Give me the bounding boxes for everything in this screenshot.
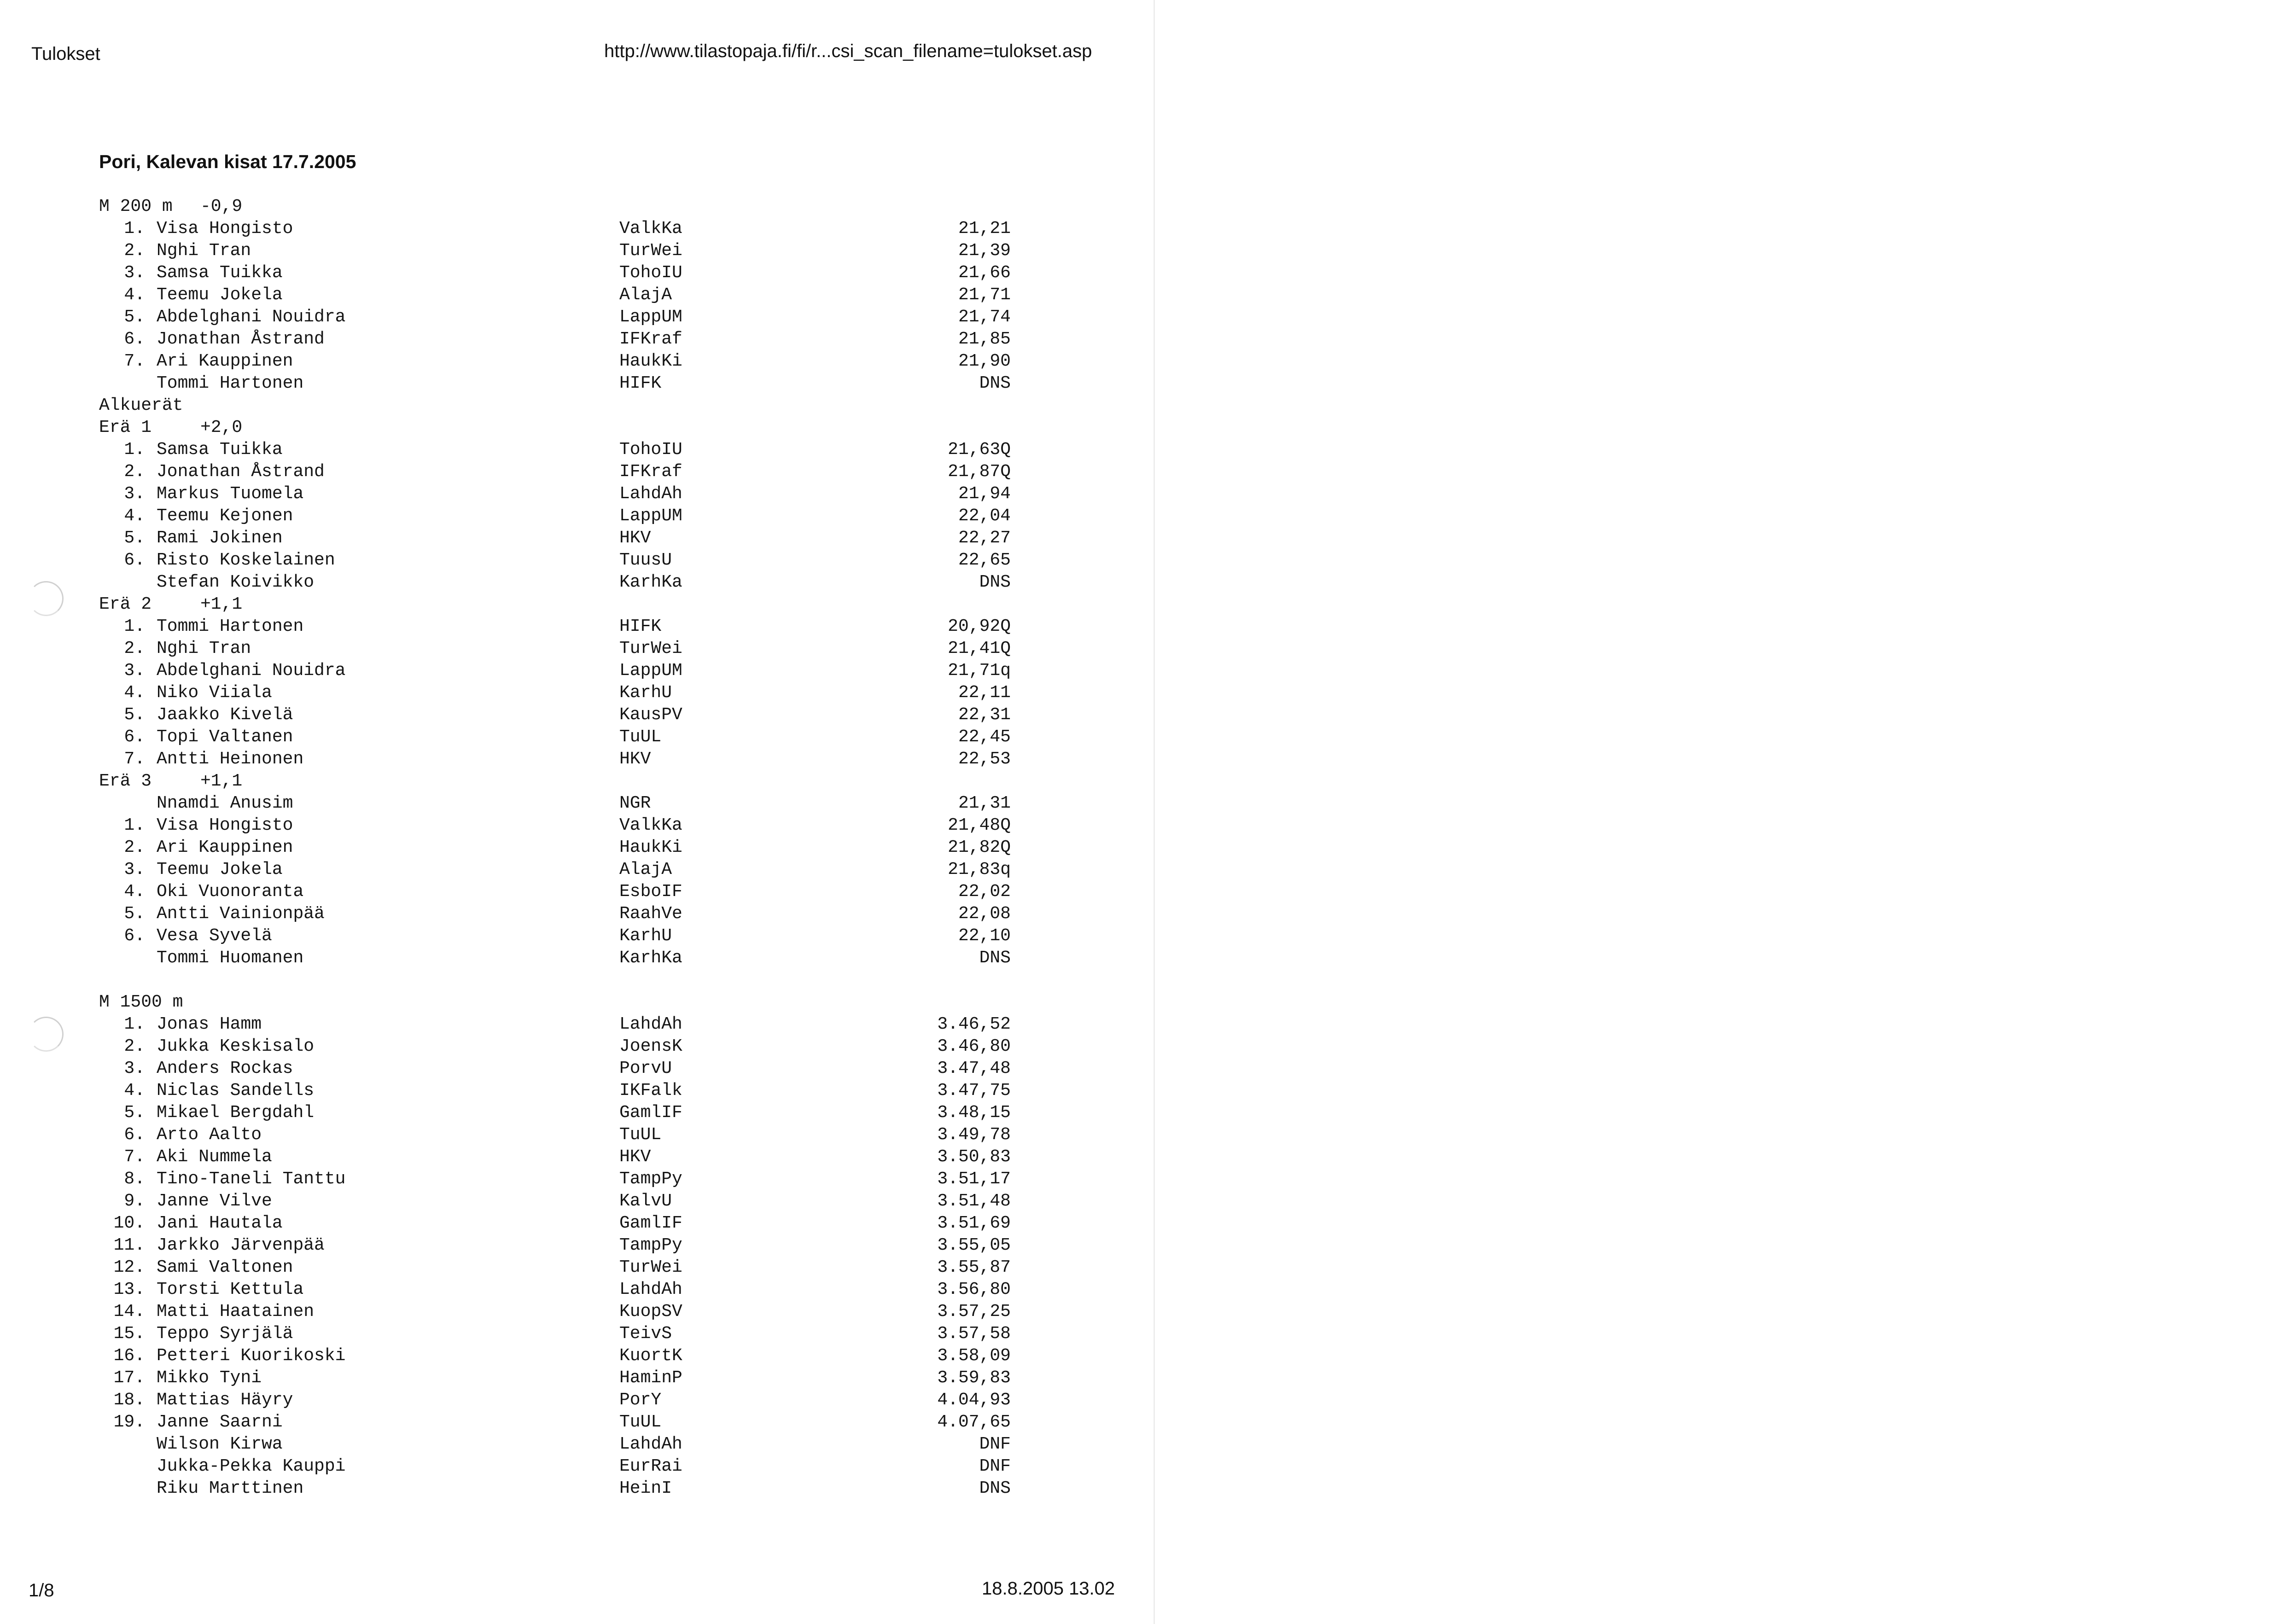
athlete-name: Mattias Häyry bbox=[157, 1390, 293, 1410]
club-code: HKV bbox=[619, 749, 651, 769]
athlete-name: Nghi Tran bbox=[157, 639, 251, 658]
result-place: 7. bbox=[124, 749, 145, 769]
result-mark: 3.57,25 bbox=[937, 1302, 1011, 1321]
athlete-name: Jonas Hamm bbox=[157, 1014, 262, 1034]
page-header-url: http://www.tilastopaja.fi/fi/r...csi_scan_filename=tulokset.asp bbox=[604, 41, 1092, 61]
athlete-name: Tommi Hartonen bbox=[157, 617, 304, 636]
result-place: 15. bbox=[113, 1324, 145, 1344]
athlete-name: Teemu Jokela bbox=[157, 285, 283, 305]
athlete-name: Jonathan Åstrand bbox=[157, 462, 325, 482]
club-code: LappUM bbox=[619, 661, 682, 681]
result-place: 4. bbox=[124, 683, 145, 703]
athlete-name: Jonathan Åstrand bbox=[157, 329, 325, 349]
athlete-name: Visa Hongisto bbox=[157, 219, 293, 239]
result-mark: 21,94 bbox=[958, 484, 1011, 504]
athlete-name: Jani Hautala bbox=[157, 1213, 283, 1233]
club-code: HaminP bbox=[619, 1368, 682, 1388]
athlete-name: Abdelghani Nouidra bbox=[157, 661, 346, 681]
result-mark: 3.47,48 bbox=[937, 1059, 1011, 1078]
athlete-name: Niclas Sandells bbox=[157, 1081, 315, 1100]
event-label: M 200 m bbox=[99, 197, 173, 216]
result-mark: 22,53 bbox=[958, 749, 1011, 769]
club-code: GamlIF bbox=[619, 1213, 682, 1233]
athlete-name: Markus Tuomela bbox=[157, 484, 304, 504]
athlete-name: Nghi Tran bbox=[157, 241, 251, 261]
result-mark: DNS bbox=[979, 572, 1011, 592]
athlete-name: Abdelghani Nouidra bbox=[157, 307, 346, 327]
result-place: 6. bbox=[124, 1125, 145, 1145]
result-mark: 3.46,80 bbox=[937, 1036, 1011, 1056]
result-place: 4. bbox=[124, 506, 145, 526]
result-mark: 3.59,83 bbox=[937, 1368, 1011, 1388]
club-code: KarhKa bbox=[619, 572, 682, 592]
result-mark: 22,27 bbox=[958, 528, 1011, 548]
result-mark: 3.56,80 bbox=[937, 1280, 1011, 1299]
club-code: TampPy bbox=[619, 1235, 682, 1255]
athlete-name: Antti Heinonen bbox=[157, 749, 304, 769]
club-code: KalvU bbox=[619, 1191, 672, 1211]
athlete-name: Stefan Koivikko bbox=[157, 572, 315, 592]
result-place: 2. bbox=[124, 639, 145, 658]
club-code: IKFalk bbox=[619, 1081, 682, 1100]
athlete-name: Riku Marttinen bbox=[157, 1478, 304, 1498]
result-mark: 21,85 bbox=[958, 329, 1011, 349]
club-code: TohoIU bbox=[619, 440, 682, 460]
club-code: TuUL bbox=[619, 727, 662, 747]
result-mark: 3.47,75 bbox=[937, 1081, 1011, 1100]
event-wind: -0,9 bbox=[200, 197, 243, 216]
page-header-title: Tulokset bbox=[31, 44, 100, 64]
result-place: 4. bbox=[124, 1081, 145, 1100]
result-place: 2. bbox=[124, 462, 145, 482]
result-mark: 22,02 bbox=[958, 882, 1011, 902]
result-mark: 21,21 bbox=[958, 219, 1011, 239]
result-mark: DNS bbox=[979, 948, 1011, 968]
event-wind: +1,1 bbox=[200, 771, 243, 791]
event-label: Erä 2 bbox=[99, 594, 152, 614]
result-mark: DNF bbox=[979, 1456, 1011, 1476]
result-mark: 4.07,65 bbox=[937, 1412, 1011, 1432]
result-mark: DNS bbox=[979, 373, 1011, 393]
athlete-name: Anders Rockas bbox=[157, 1059, 293, 1078]
athlete-name: Vesa Syvelä bbox=[157, 926, 272, 946]
club-code: JoensK bbox=[619, 1036, 682, 1056]
athlete-name: Visa Hongisto bbox=[157, 815, 293, 835]
result-place: 1. bbox=[124, 440, 145, 460]
result-mark: 3.51,48 bbox=[937, 1191, 1011, 1211]
club-code: KarhU bbox=[619, 926, 672, 946]
athlete-name: Samsa Tuikka bbox=[157, 440, 283, 460]
result-place: 12. bbox=[113, 1257, 145, 1277]
club-code: TuUL bbox=[619, 1412, 662, 1432]
result-mark: 3.46,52 bbox=[937, 1014, 1011, 1034]
club-code: ValkKa bbox=[619, 815, 682, 835]
athlete-name: Wilson Kirwa bbox=[157, 1434, 283, 1454]
athlete-name: Sami Valtonen bbox=[157, 1257, 293, 1277]
athlete-name: Niko Viiala bbox=[157, 683, 272, 703]
result-place: 4. bbox=[124, 882, 145, 902]
result-mark: 21,83q bbox=[948, 860, 1011, 879]
punch-hole-mark bbox=[29, 1017, 64, 1052]
result-place: 5. bbox=[124, 705, 145, 725]
result-place: 7. bbox=[124, 351, 145, 371]
club-code: KuopSV bbox=[619, 1302, 682, 1321]
club-code: IFKraf bbox=[619, 329, 682, 349]
result-mark: 3.55,87 bbox=[937, 1257, 1011, 1277]
result-place: 2. bbox=[124, 241, 145, 261]
athlete-name: Tino-Taneli Tanttu bbox=[157, 1169, 346, 1189]
athlete-name: Teemu Jokela bbox=[157, 860, 283, 879]
result-mark: 21,63Q bbox=[948, 440, 1011, 460]
event-label: Erä 1 bbox=[99, 418, 152, 437]
club-code: HKV bbox=[619, 1147, 651, 1167]
athlete-name: Torsti Kettula bbox=[157, 1280, 304, 1299]
athlete-name: Risto Koskelainen bbox=[157, 550, 335, 570]
result-mark: 22,65 bbox=[958, 550, 1011, 570]
result-place: 7. bbox=[124, 1147, 145, 1167]
result-place: 16. bbox=[113, 1346, 145, 1366]
athlete-name: Samsa Tuikka bbox=[157, 263, 283, 283]
athlete-name: Oki Vuonoranta bbox=[157, 882, 304, 902]
result-place: 5. bbox=[124, 904, 145, 924]
result-place: 3. bbox=[124, 1059, 145, 1078]
club-code: RaahVe bbox=[619, 904, 682, 924]
result-place: 3. bbox=[124, 661, 145, 681]
result-place: 5. bbox=[124, 307, 145, 327]
club-code: TampPy bbox=[619, 1169, 682, 1189]
result-mark: 21,90 bbox=[958, 351, 1011, 371]
result-place: 1. bbox=[124, 219, 145, 239]
result-place: 17. bbox=[113, 1368, 145, 1388]
result-place: 2. bbox=[124, 838, 145, 857]
result-mark: 3.58,09 bbox=[937, 1346, 1011, 1366]
club-code: HKV bbox=[619, 528, 651, 548]
athlete-name: Jukka Keskisalo bbox=[157, 1036, 315, 1056]
result-place: 5. bbox=[124, 1103, 145, 1123]
club-code: HaukKi bbox=[619, 838, 682, 857]
club-code: TurWei bbox=[619, 1257, 682, 1277]
club-code: TurWei bbox=[619, 241, 682, 261]
club-code: LappUM bbox=[619, 506, 682, 526]
result-mark: 3.55,05 bbox=[937, 1235, 1011, 1255]
result-mark: 21,71q bbox=[948, 661, 1011, 681]
club-code: LahdAh bbox=[619, 1434, 682, 1454]
athlete-name: Rami Jokinen bbox=[157, 528, 283, 548]
athlete-name: Nnamdi Anusim bbox=[157, 793, 293, 813]
result-place: 4. bbox=[124, 285, 145, 305]
result-place: 19. bbox=[113, 1412, 145, 1432]
result-place: 13. bbox=[113, 1280, 145, 1299]
result-place: 6. bbox=[124, 727, 145, 747]
club-code: LahdAh bbox=[619, 484, 682, 504]
result-mark: 3.48,15 bbox=[937, 1103, 1011, 1123]
athlete-name: Jaakko Kivelä bbox=[157, 705, 293, 725]
club-code: HaukKi bbox=[619, 351, 682, 371]
result-mark: 3.51,17 bbox=[937, 1169, 1011, 1189]
club-code: EsboIF bbox=[619, 882, 682, 902]
athlete-name: Teemu Kejonen bbox=[157, 506, 293, 526]
club-code: ValkKa bbox=[619, 219, 682, 239]
punch-hole-mark bbox=[29, 581, 64, 616]
athlete-name: Jarkko Järvenpää bbox=[157, 1235, 325, 1255]
athlete-name: Teppo Syrjälä bbox=[157, 1324, 293, 1344]
result-mark: 21,39 bbox=[958, 241, 1011, 261]
result-mark: 22,11 bbox=[958, 683, 1011, 703]
meet-title: Pori, Kalevan kisat 17.7.2005 bbox=[99, 151, 356, 172]
result-mark: 3.51,69 bbox=[937, 1213, 1011, 1233]
result-mark: 3.57,58 bbox=[937, 1324, 1011, 1344]
athlete-name: Antti Vainionpää bbox=[157, 904, 325, 924]
result-place: 18. bbox=[113, 1390, 145, 1410]
result-place: 9. bbox=[124, 1191, 145, 1211]
result-place: 3. bbox=[124, 263, 145, 283]
club-code: IFKraf bbox=[619, 462, 682, 482]
club-code: PorY bbox=[619, 1390, 662, 1410]
club-code: NGR bbox=[619, 793, 651, 813]
page-number: 1/8 bbox=[29, 1580, 54, 1601]
event-label: Alkuerät bbox=[99, 396, 183, 415]
result-mark: 22,04 bbox=[958, 506, 1011, 526]
athlete-name: Aki Nummela bbox=[157, 1147, 272, 1167]
club-code: AlajA bbox=[619, 285, 672, 305]
result-place: 3. bbox=[124, 484, 145, 504]
result-place: 1. bbox=[124, 1014, 145, 1034]
event-label: M 1500 m bbox=[99, 992, 183, 1012]
athlete-name: Mikko Tyni bbox=[157, 1368, 262, 1388]
blank-facing-page bbox=[1155, 0, 2290, 1624]
club-code: TuusU bbox=[619, 550, 672, 570]
club-code: KarhU bbox=[619, 683, 672, 703]
result-place: 10. bbox=[113, 1213, 145, 1233]
result-place: 11. bbox=[113, 1235, 145, 1255]
club-code: HIFK bbox=[619, 617, 662, 636]
result-mark: 22,31 bbox=[958, 705, 1011, 725]
athlete-name: Petteri Kuorikoski bbox=[157, 1346, 346, 1366]
result-mark: 21,82Q bbox=[948, 838, 1011, 857]
result-mark: 22,10 bbox=[958, 926, 1011, 946]
athlete-name: Jukka-Pekka Kauppi bbox=[157, 1456, 346, 1476]
result-mark: 3.50,83 bbox=[937, 1147, 1011, 1167]
athlete-name: Tommi Huomanen bbox=[157, 948, 304, 968]
club-code: KausPV bbox=[619, 705, 682, 725]
result-mark: DNS bbox=[979, 1478, 1011, 1498]
event-label: Erä 3 bbox=[99, 771, 152, 791]
event-wind: +2,0 bbox=[200, 418, 243, 437]
club-code: LappUM bbox=[619, 307, 682, 327]
result-mark: 21,31 bbox=[958, 793, 1011, 813]
result-mark: 22,08 bbox=[958, 904, 1011, 924]
result-mark: 21,48Q bbox=[948, 815, 1011, 835]
result-mark: 3.49,78 bbox=[937, 1125, 1011, 1145]
result-mark: 21,66 bbox=[958, 263, 1011, 283]
club-code: AlajA bbox=[619, 860, 672, 879]
athlete-name: Janne Vilve bbox=[157, 1191, 272, 1211]
club-code: GamlIF bbox=[619, 1103, 682, 1123]
club-code: HeinI bbox=[619, 1478, 672, 1498]
result-place: 3. bbox=[124, 860, 145, 879]
result-mark: 20,92Q bbox=[948, 617, 1011, 636]
athlete-name: Topi Valtanen bbox=[157, 727, 293, 747]
athlete-name: Mikael Bergdahl bbox=[157, 1103, 315, 1123]
result-place: 1. bbox=[124, 617, 145, 636]
event-wind: +1,1 bbox=[200, 594, 243, 614]
result-place: 1. bbox=[124, 815, 145, 835]
result-mark: 22,45 bbox=[958, 727, 1011, 747]
result-mark: 21,71 bbox=[958, 285, 1011, 305]
result-place: 5. bbox=[124, 528, 145, 548]
result-mark: 4.04,93 bbox=[937, 1390, 1011, 1410]
athlete-name: Tommi Hartonen bbox=[157, 373, 304, 393]
result-place: 6. bbox=[124, 329, 145, 349]
result-place: 8. bbox=[124, 1169, 145, 1189]
result-place: 6. bbox=[124, 926, 145, 946]
result-mark: 21,41Q bbox=[948, 639, 1011, 658]
club-code: LahdAh bbox=[619, 1014, 682, 1034]
result-place: 6. bbox=[124, 550, 145, 570]
athlete-name: Ari Kauppinen bbox=[157, 838, 293, 857]
result-place: 2. bbox=[124, 1036, 145, 1056]
club-code: TuUL bbox=[619, 1125, 662, 1145]
athlete-name: Matti Haatainen bbox=[157, 1302, 315, 1321]
athlete-name: Arto Aalto bbox=[157, 1125, 262, 1145]
club-code: TeivS bbox=[619, 1324, 672, 1344]
result-mark: DNF bbox=[979, 1434, 1011, 1454]
club-code: TohoIU bbox=[619, 263, 682, 283]
club-code: PorvU bbox=[619, 1059, 672, 1078]
athlete-name: Ari Kauppinen bbox=[157, 351, 293, 371]
club-code: HIFK bbox=[619, 373, 662, 393]
club-code: EurRai bbox=[619, 1456, 682, 1476]
club-code: KarhKa bbox=[619, 948, 682, 968]
result-mark: 21,87Q bbox=[948, 462, 1011, 482]
result-place: 14. bbox=[113, 1302, 145, 1321]
club-code: LahdAh bbox=[619, 1280, 682, 1299]
print-datetime: 18.8.2005 13.02 bbox=[982, 1578, 1115, 1599]
athlete-name: Janne Saarni bbox=[157, 1412, 283, 1432]
club-code: TurWei bbox=[619, 639, 682, 658]
result-mark: 21,74 bbox=[958, 307, 1011, 327]
club-code: KuortK bbox=[619, 1346, 682, 1366]
